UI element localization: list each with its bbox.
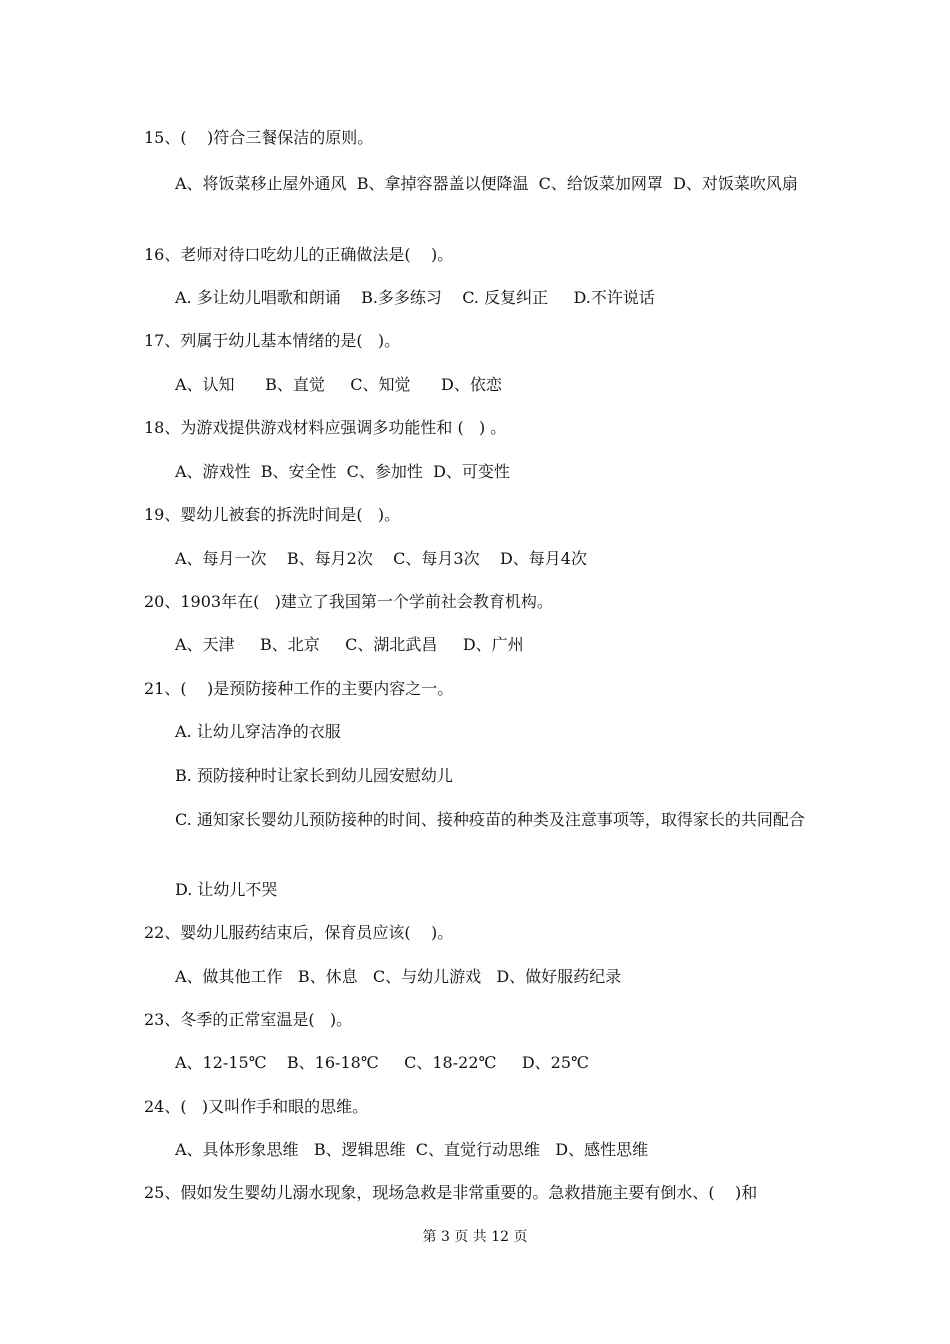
- question-17-options: A、认知 B、直觉 C、知觉 D、依恋: [175, 375, 502, 394]
- question-19-stem: 19、婴幼儿被套的拆洗时间是( )。: [144, 505, 401, 524]
- question-17-stem: 17、列属于幼儿基本情绪的是( )。: [144, 331, 401, 350]
- question-25-stem: 25、假如发生婴幼儿溺水现象，现场急救是非常重要的。急救措施主要有倒水、( )和: [144, 1183, 758, 1202]
- question-22-stem: 22、婴幼儿服药结束后，保育员应该( )。: [144, 923, 454, 942]
- question-23-options: A、12-15℃ B、16-18℃ C、18-22℃ D、25℃: [175, 1053, 589, 1072]
- question-15-options: A、将饭菜移止屋外通风 B、拿掉容器盖以便降温 C、给饭菜加网罩 D、对饭菜吹风扇: [175, 174, 798, 193]
- question-21-stem: 21、( )是预防接种工作的主要内容之一。: [144, 679, 454, 698]
- question-20-options: A、天津 B、北京 C、湖北武昌 D、广州: [175, 635, 524, 654]
- question-24-stem: 24、( )又叫作手和眼的思维。: [144, 1097, 369, 1116]
- question-20-stem: 20、1903年在( )建立了我国第一个学前社会教育机构。: [144, 592, 553, 611]
- question-21-option-a: A. 让幼儿穿洁净的衣服: [175, 722, 341, 741]
- question-16-stem: 16、老师对待口吃幼儿的正确做法是( )。: [144, 245, 454, 264]
- question-24-options: A、具体形象思维 B、逻辑思维 C、直觉行动思维 D、感性思维: [175, 1140, 649, 1159]
- question-21-option-d: D. 让幼儿不哭: [175, 880, 278, 899]
- question-18-stem: 18、为游戏提供游戏材料应强调多功能性和 ( ) 。: [144, 418, 507, 437]
- question-23-stem: 23、冬季的正常室温是( )。: [144, 1010, 353, 1029]
- question-15-stem: 15、( )符合三餐保洁的原则。: [144, 128, 374, 147]
- question-21-option-b: B. 预防接种时让家长到幼儿园安慰幼儿: [175, 766, 453, 785]
- page-footer: 第 3 页 共 12 页: [422, 1229, 528, 1245]
- question-19-options: A、每月一次 B、每月2次 C、每月3次 D、每月4次: [175, 549, 587, 568]
- question-18-options: A、游戏性 B、安全性 C、参加性 D、可变性: [175, 462, 510, 481]
- question-16-options: A. 多让幼儿唱歌和朗诵 B.多多练习 C. 反复纠正 D.不许说话: [175, 288, 655, 307]
- question-22-options: A、做其他工作 B、休息 C、与幼儿游戏 D、做好服药纪录: [175, 967, 622, 986]
- question-21-option-c: C. 通知家长婴幼儿预防接种的时间、接种疫苗的种类及注意事项等，取得家长的共同配合: [175, 810, 805, 829]
